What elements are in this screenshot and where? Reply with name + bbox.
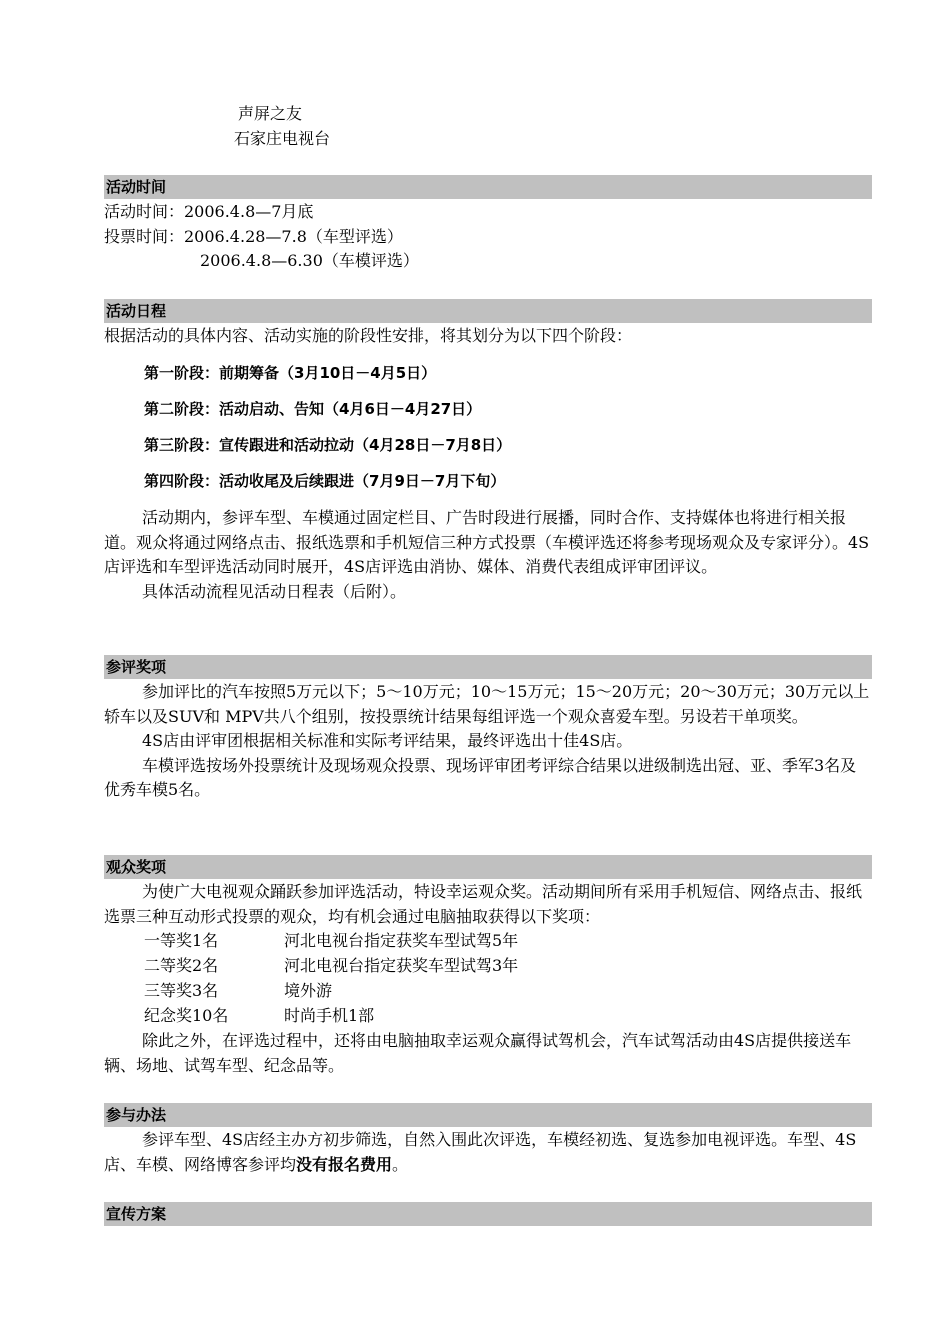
prize-row (104, 929, 872, 954)
prize-name: 三等奖3名 (144, 981, 219, 1000)
participate-text: 参评车型、4S店经主办方初步筛选，自然入围此次评选，车模经初选、复选参加电视评选。车型、4S店、车模、网络博客参评均 (104, 1130, 857, 1174)
prize-name: 纪念奖10名 (144, 1006, 229, 1025)
vote-time-line-2: 2006.4.8—6.30（车模评选） (200, 251, 419, 270)
schedule-intro (104, 324, 872, 349)
prize-name: 二等奖2名 (144, 956, 219, 975)
prize-desc: 时尚手机1部 (284, 1006, 375, 1025)
org-name-1: 声屏之友 (238, 104, 303, 123)
audience-paragraph-1: 为使广大电视观众踊跃参加评选活动，特设幸运观众奖。活动期间所有采用手机短信、网络点击、报纸选票三种互动形式投票的观众，均有机会通过电脑抽取获得以下奖项： (104, 882, 863, 926)
section-header-schedule: 活动日程 (104, 299, 872, 323)
prize-row (104, 979, 872, 1004)
participate-paragraph (104, 1128, 872, 1177)
awards-body (104, 680, 872, 803)
awards-paragraph-3: 车模评选按场外投票统计及现场观众投票、现场评审团考评综合结果以进级制选出冠、亚、季军3名及优秀车模5名。 (104, 755, 857, 799)
section-header-promo: 宣传方案 (104, 1202, 872, 1226)
participate-body (104, 1128, 872, 1177)
prize-desc: 河北电视台指定获奖车型试驾3年 (284, 956, 519, 975)
schedule-paragraph-1: 活动期内，参评车型、车模通过固定栏目、广告时段进行展播，同时合作、支持媒体也将进行相关报道。观众将通过网络点击、报纸选票和手机短信三种方式投票（车模评选还将参考现场观众及专家评分）。4S店评选和车型评选活动同时展开，4S店评选由消协、媒体、消费代表组成评审团评议。 (104, 508, 870, 576)
prize-name: 一等奖1名 (144, 931, 219, 950)
audience-body (104, 880, 872, 1078)
prize-row (104, 1004, 872, 1029)
schedule-body (104, 506, 872, 604)
stage-4: 第四阶段：活动收尾及后续跟进（7月9日－7月下旬） (144, 472, 506, 490)
schedule-intro-text: 根据活动的具体内容、活动实施的阶段性安排，将其划分为以下四个阶段： (104, 326, 633, 345)
schedule-paragraph-2: 具体活动流程见活动日程表（后附）。 (142, 581, 407, 601)
stage-3: 第三阶段：宣传跟进和活动拉动（4月28日－7月8日） (144, 436, 512, 454)
awards-paragraph-2: 4S店由评审团根据相关标准和实际考评结果，最终评选出十佳4S店。 (142, 731, 633, 750)
vote-time-line: 投票时间：2006.4.28—7.8（车型评选） (104, 226, 403, 246)
audience-paragraph-2: 除此之外，在评选过程中，还将由电脑抽取幸运观众赢得试驾机会，汽车试驾活动由4S店提供接送车辆、场地、试驾车型、纪念品等。 (104, 1031, 852, 1075)
prize-desc: 河北电视台指定获奖车型试驾5年 (284, 931, 519, 950)
org-name-2: 石家庄电视台 (234, 129, 331, 148)
prize-row (104, 954, 872, 979)
awards-paragraph-1: 参加评比的汽车按照5万元以下；5～10万元；10～15万元；15～20万元；20～30万元；30万元以上轿车以及SUV和 MPV共八个组别，按投票统计结果每组评选一个观众喜爱车型。另设若干单项奖。 (104, 682, 870, 726)
section-header-time: 活动时间 (104, 175, 872, 199)
prize-desc: 境外游 (284, 981, 333, 1000)
stage-2: 第二阶段：活动启动、告知（4月6日－4月27日） (144, 400, 482, 418)
no-fee-emphasis: 没有报名费用 (296, 1154, 393, 1174)
stage-1: 第一阶段：前期筹备（3月10日－4月5日） (144, 364, 437, 382)
activity-time-line: 活动时间：2006.4.8—7月底 (104, 202, 314, 221)
time-block (104, 200, 872, 274)
section-header-participate: 参与办法 (104, 1103, 872, 1127)
section-header-audience: 观众奖项 (104, 855, 872, 879)
participate-text-end: 。 (392, 1154, 409, 1174)
section-header-awards: 参评奖项 (104, 655, 872, 679)
